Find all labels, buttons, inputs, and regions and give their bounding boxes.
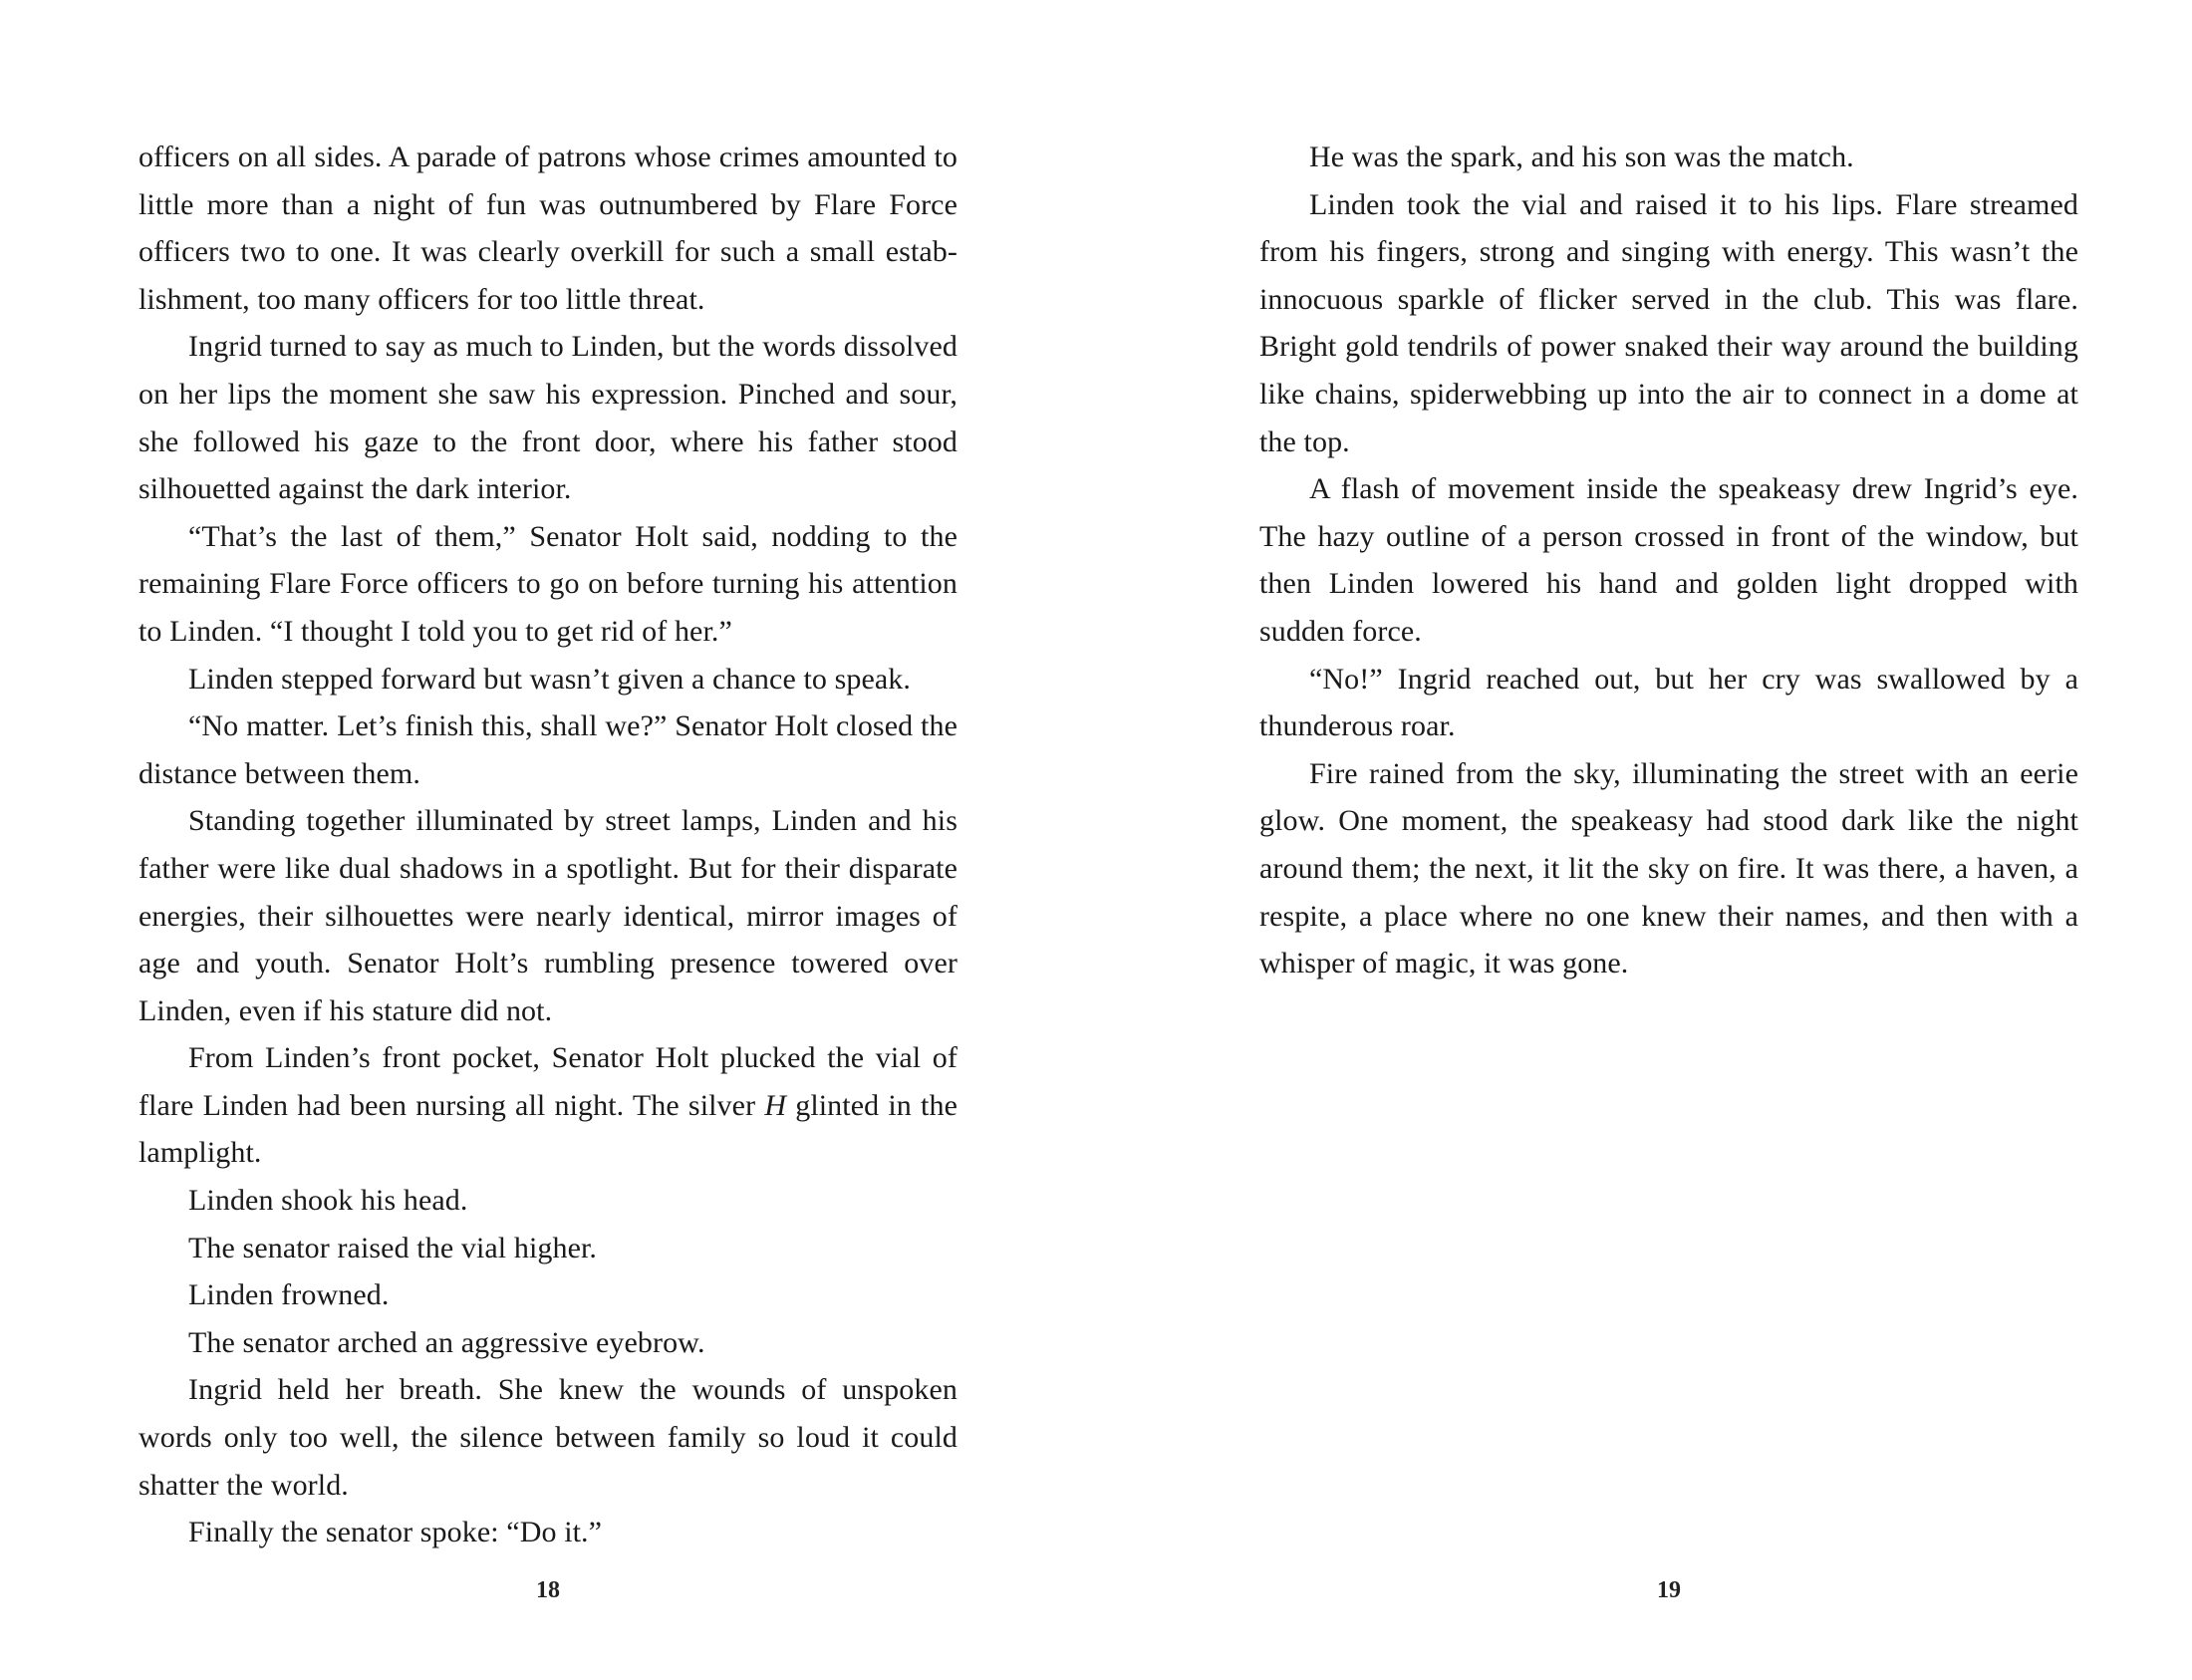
paragraph: Linden took the vial and raised it to his lips. Flare streamed from his fingers, strong and singing with energy. This wasn’t the innocuous sparkle of flicker served in the club. This was flare. Bright gold tendrils of power snaked their way around the building like chains, spiderwebbing up into the air to connect in a dome at the top. (1259, 187, 2078, 458)
right-page (1259, 134, 2078, 987)
paragraph: Linden shook his head. (188, 1184, 468, 1218)
paragraph: “No matter. Let’s finish this, shall we?” Senator Holt closed the distance between them. (138, 709, 958, 790)
paragraph: A flash of movement inside the speakeasy drew Ingrid’s eye. The hazy outline of a person crossed in front of the window, but then Linden lowered his hand and golden light dropped with sudden force. (1259, 472, 2078, 648)
paragraph: officers on all sides. A parade of patrons whose crimes amounted to little more than a night of fun was outnumbered by Flare Force officers two to one. It was clearly overkill for such a small estab-lishment, too many officers for too little threat. (138, 140, 958, 316)
paragraph: Finally the senator spoke: “Do it.” (188, 1516, 603, 1549)
paragraph: He was the spark, and his son was the match. (1309, 140, 1854, 173)
paragraph: Ingrid turned to say as much to Linden, but the words dissolved on her lips the moment she saw his expression. Pinched and sour, she followed his gaze to the front door, where his father stood silhouetted against the dark interior. (138, 330, 958, 506)
paragraph-segment: glinted in the lamplight. (138, 1088, 958, 1170)
paragraph: Ingrid held her breath. She knew the wounds of unspoken words only too well, the silence between family so loud it could shatter the world. (138, 1373, 958, 1502)
left-page (138, 134, 958, 1556)
paragraph: Standing together illuminated by street lamps, Linden and his father were like dual shadows in a spotlight. But for their disparate energies, their silhouettes were nearly identical, mirror images of age and youth. Senator Holt’s rumbling presence towered over Linden, even if his stature did not. (138, 804, 958, 1027)
paragraph (138, 1034, 958, 1177)
paragraph: Linden stepped forward but wasn’t given a chance to speak. (188, 662, 912, 696)
paragraph: “No!” Ingrid reached out, but her cry was swallowed by a thunderous roar. (1259, 662, 2078, 743)
right-page-text (1259, 134, 2078, 987)
paragraph: The senator arched an aggressive eyebrow. (188, 1325, 705, 1359)
page-number-left: 18 (536, 1577, 560, 1603)
page-number-right: 19 (1657, 1577, 1681, 1603)
paragraph: Fire rained from the sky, illuminating the street with an eerie glow. One moment, the speakeasy had stood dark like the night around them; the next, it lit the sky on fire. It was there, a haven, a respite, a place where no one knew their names, and then with a whisper of magic, it was gone. (1259, 756, 2078, 980)
italic-letter: H (764, 1088, 787, 1122)
left-page-text (138, 134, 958, 1556)
paragraph-segment: From Linden’s front pocket, Senator Holt plucked the vial of flare Linden had been nursing all night. The silver (138, 1041, 958, 1122)
paragraph: “That’s the last of them,” Senator Holt said, nodding to the remaining Flare Force officers to go on before turning his attention to Linden. “I thought I told you to get rid of her.” (138, 519, 958, 648)
paragraph: Linden frowned. (188, 1278, 390, 1312)
paragraph: The senator raised the vial higher. (188, 1231, 598, 1264)
